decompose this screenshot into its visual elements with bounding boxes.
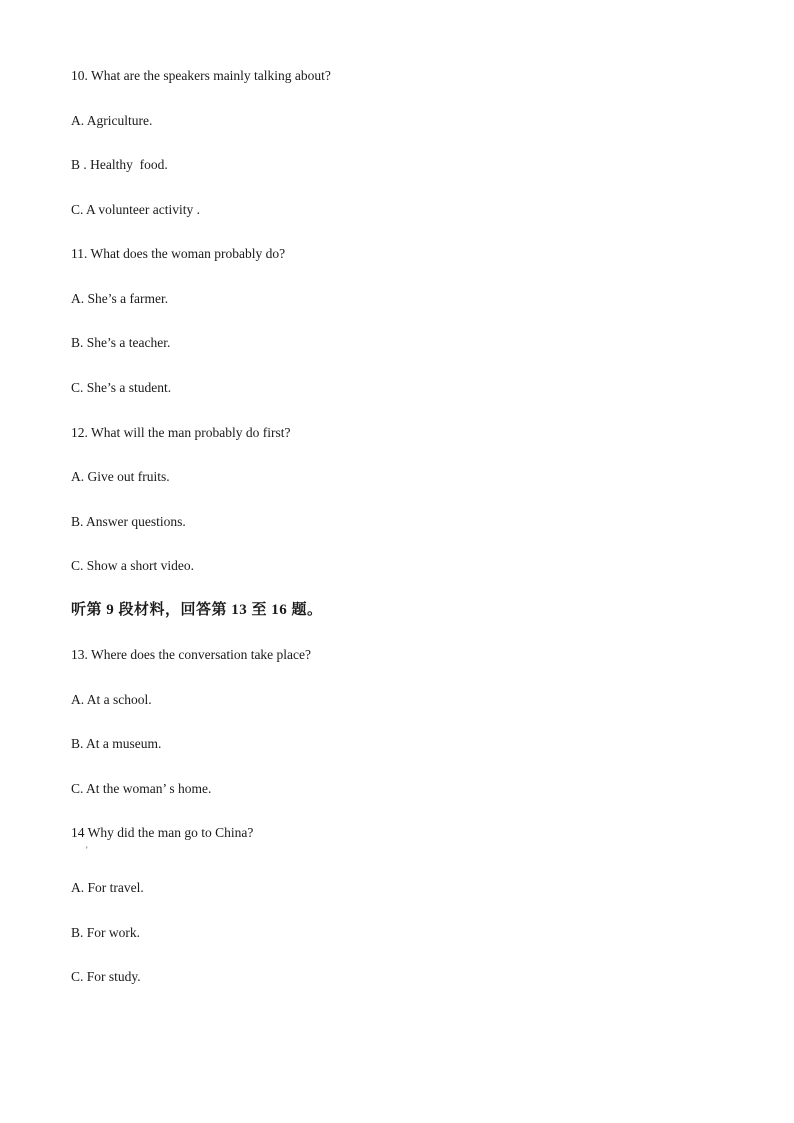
question-14-option-c: C. For study. <box>71 969 141 984</box>
question-12-option-c: C. Show a short video. <box>71 558 194 573</box>
stray-mark: ' <box>86 845 88 855</box>
question-11-option-b: B. She’s a teacher. <box>71 335 171 350</box>
question-12-option-a: A. Give out fruits. <box>71 469 170 484</box>
question-11-option-a: A. She’s a farmer. <box>71 291 169 306</box>
question-10-stem: 10. What are the speakers mainly talking about? <box>71 68 331 83</box>
question-12-stem: 12. What will the man probably do first? <box>71 425 291 440</box>
question-11-option-c: C. She’s a student. <box>71 380 172 395</box>
question-11-stem: 11. What does the woman probably do? <box>71 246 286 261</box>
question-10-option-a: A. Agriculture. <box>71 113 153 128</box>
question-14-option-a: A. For travel. <box>71 880 144 895</box>
question-14-stem: 14 Why did the man go to China? <box>71 825 254 840</box>
question-10-option-c: C. A volunteer activity . <box>71 202 200 217</box>
question-13-option-b: B. At a museum. <box>71 736 162 751</box>
section-heading: 听第 9 段材料，回答第 13 至 16 题。 <box>71 602 323 618</box>
question-13-option-a: A. At a school. <box>71 692 152 707</box>
question-13-option-c: C. At the woman’ s home. <box>71 781 212 796</box>
question-14-option-b: B. For work. <box>71 925 141 940</box>
question-12-option-b: B. Answer questions. <box>71 514 186 529</box>
question-13-stem: 13. Where does the conversation take place? <box>71 647 312 662</box>
question-10-option-b: B . Healthy food. <box>71 157 168 172</box>
